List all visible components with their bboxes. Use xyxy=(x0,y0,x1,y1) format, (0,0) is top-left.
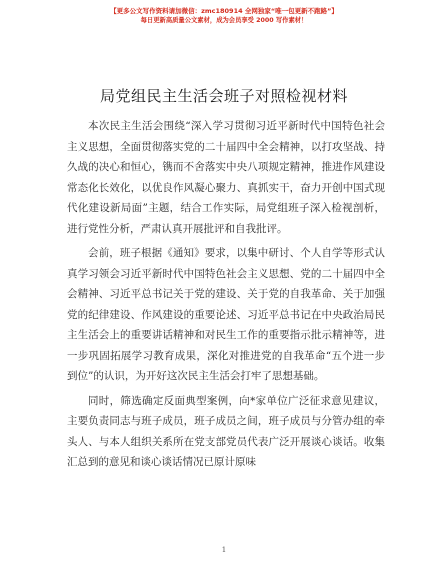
page-number: 1 xyxy=(221,546,227,554)
promo-banner-line-2: 每日更新高质量公文素材，成为会员享受 2000 写作素材！ xyxy=(140,17,308,24)
paragraph-1: 本次民主生活会围绕“深入学习贯彻习近平新时代中国特色社会主义思想，全面贯彻落实党的二十届四中全会精神，以打攻坚战、持久战的决心和恒心，镌而不舍落实中央八项规定精神，推进作风建设常态化长效化，以优良作风凝心聚力、真抓实干，奋力开创中国式现代化建设新局面”主题，结合工作实际，局党组班子深入检视剖析，进行党性分析，严肃认真开展批评和自我批评。 xyxy=(67,120,385,235)
promo-banner-line-1: 【更多公文写作资料请加微信：zmc180914 全网独家“唯一包更新不跑路”】 xyxy=(110,7,338,15)
paragraph-2: 会前，班子根据《通知》要求，以集中研讨、个人自学等形式认真学习领会习近平新时代中国特色社会主义思想、党的二十届四中全会精神、习近平总书记关于党的建设、关于党的自我革命、关于加强党的纪律建设、作风建设的重要论述、习近平总书记在中央政治局民主生活会上的重要讲话精神和对民生工作的重要指示批示精神等，进一步巩固拓展学习教育成果，深化对推进党的自我革命“五个进一步到位”的认识，为开好这次民主生活会打牢了思想基础。 xyxy=(67,247,385,382)
paragraph-3: 同时，筛选确定反面典型案例，向*家单位广泛征求意见建议，主要负责同志与班子成员，班子成员之间，班子成员与分管办组的牵头人、与本人组织关系所在党支部党员代表广泛开展谈心谈话。收集汇总到的意见和谈心谈话情况已原计原味 xyxy=(67,394,385,468)
promo-banner xyxy=(0,6,448,26)
document-title: 局党组民主生活会班子对照检视材料 xyxy=(99,87,348,105)
document-body xyxy=(67,116,385,477)
